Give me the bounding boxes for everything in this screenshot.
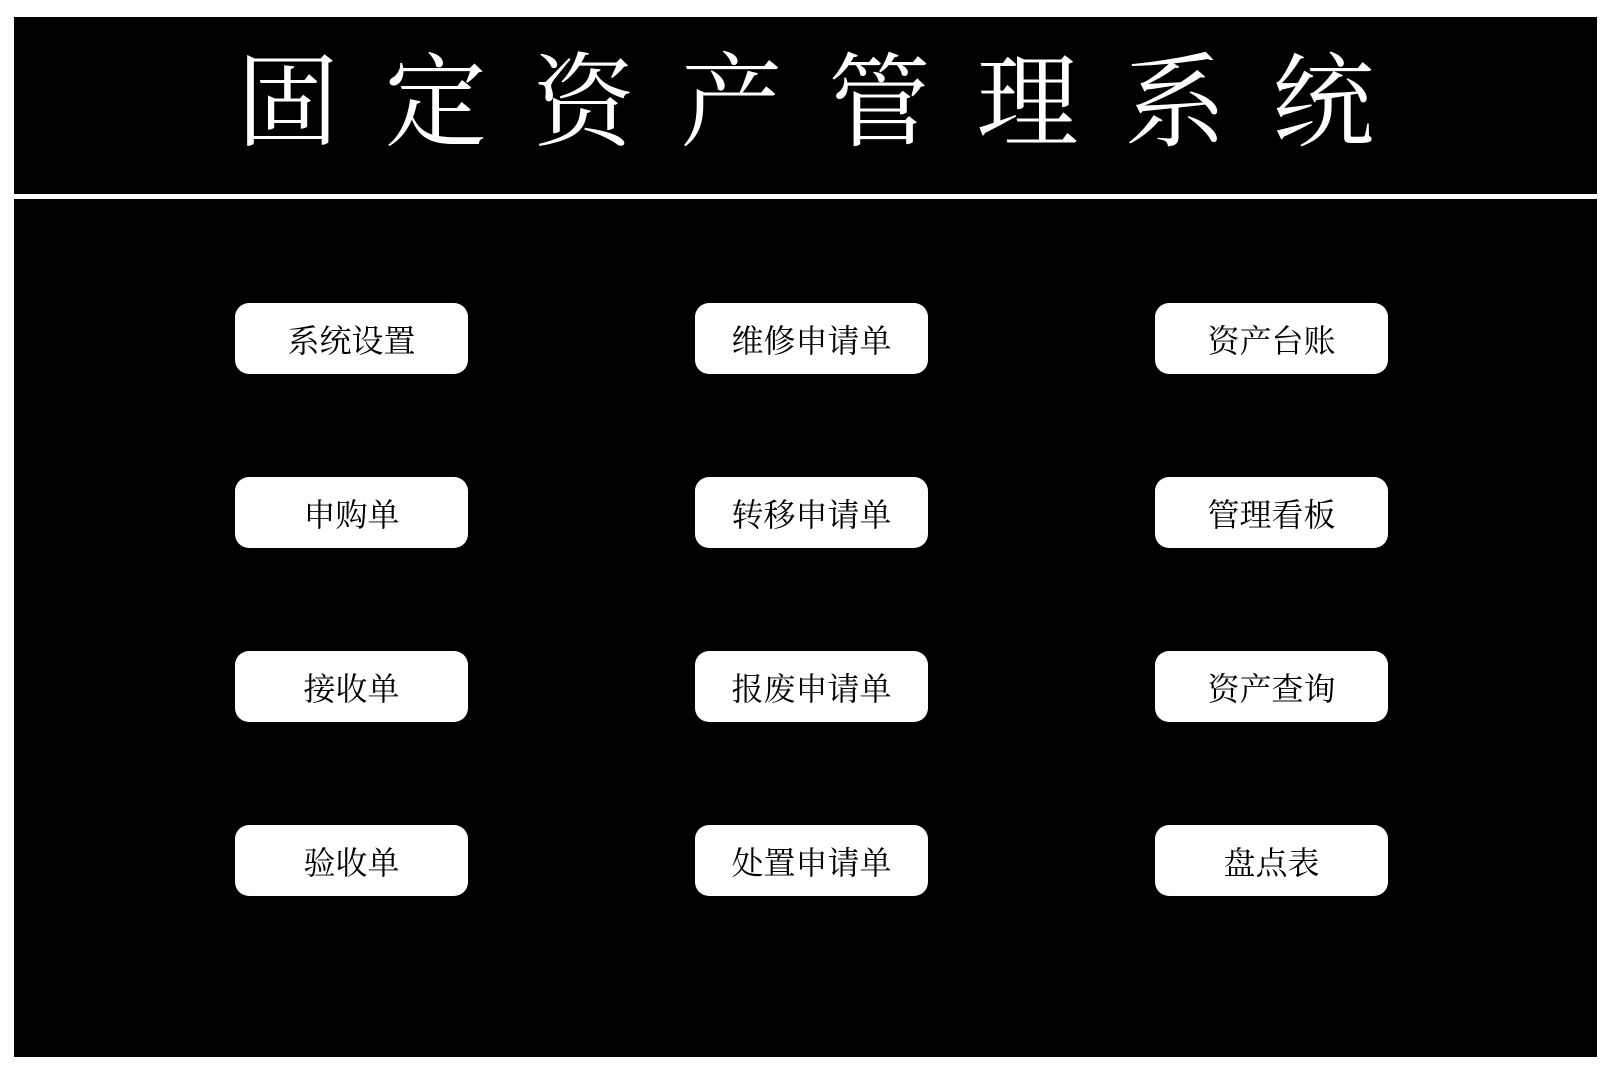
receiving-form-button[interactable]: 接收单 [235, 651, 468, 722]
purchase-request-button[interactable]: 申购单 [235, 477, 468, 548]
repair-request-button[interactable]: 维修申请单 [695, 303, 928, 374]
menu-button-grid [235, 303, 1388, 896]
asset-query-button[interactable]: 资产查询 [1155, 651, 1388, 722]
inventory-table-button[interactable]: 盘点表 [1155, 825, 1388, 896]
system-settings-button[interactable]: 系统设置 [235, 303, 468, 374]
page-title: 固定资产管理系统 [236, 44, 1421, 163]
scrap-request-button[interactable]: 报废申请单 [695, 651, 928, 722]
acceptance-form-button[interactable]: 验收单 [235, 825, 468, 896]
transfer-request-button[interactable]: 转移申请单 [695, 477, 928, 548]
disposal-request-button[interactable]: 处置申请单 [695, 825, 928, 896]
header-divider [14, 194, 1597, 199]
management-dashboard-button[interactable]: 管理看板 [1155, 477, 1388, 548]
asset-ledger-button[interactable]: 资产台账 [1155, 303, 1388, 374]
